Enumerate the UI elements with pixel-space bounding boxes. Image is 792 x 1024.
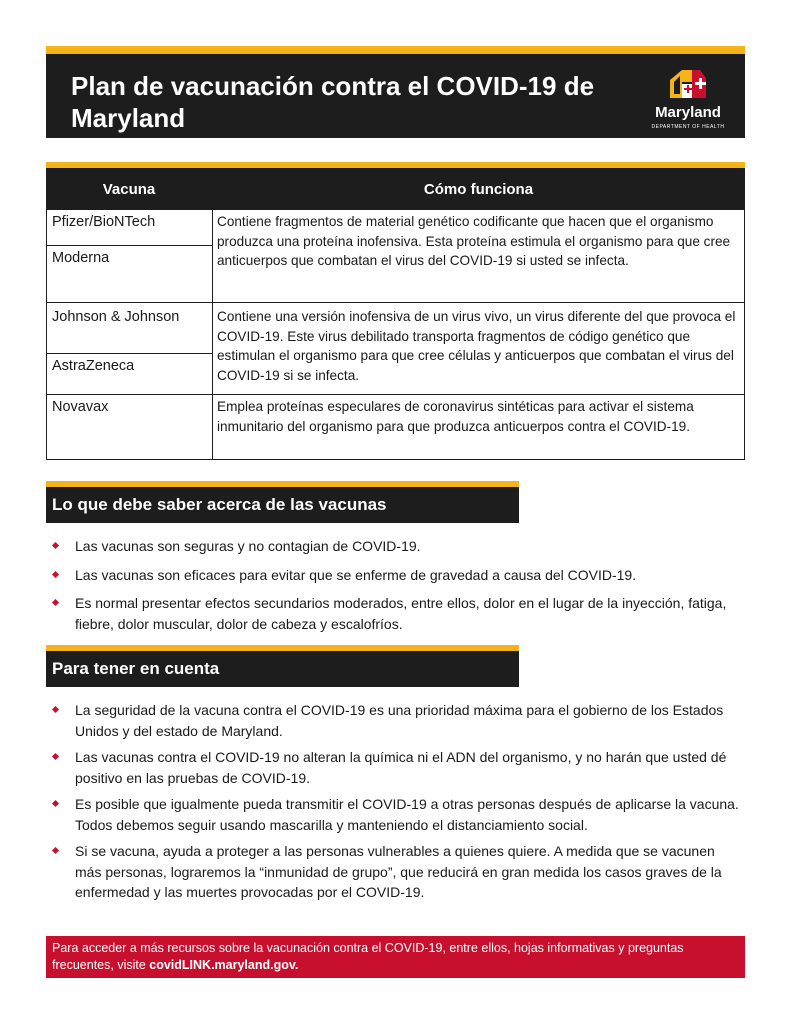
section-heading-vaccines: Lo que debe saber acerca de las vacunas <box>46 481 519 523</box>
diamond-bullet-icon <box>52 570 59 577</box>
vaccine-description: Emplea proteínas especulares de coronavirus sintéticas para activar el sistema inmunitario del organismo para que produzca anticuerpos contra el COVID-19. <box>217 399 694 434</box>
diamond-bullet-icon <box>52 599 59 606</box>
vaccine-description: Contiene una versión inofensiva de un virus vivo, un virus diferente del que provoca el COVID-19. Este virus debilitado transporta fragmentos de código genético que estimulan el organismo para que cree células y anticuerpos que combatan el virus del COVID-19 si se infecta. <box>217 309 736 383</box>
vaccine-name: Pfizer/BioNTech <box>52 214 156 230</box>
vaccine-names-cell <box>47 303 213 394</box>
column-header-how-it-works: Cómo funciona <box>423 180 534 198</box>
header-banner <box>46 46 745 138</box>
vaccine-table <box>46 162 745 460</box>
vaccine-names-cell <box>47 210 213 302</box>
diamond-bullet-icon <box>52 800 59 807</box>
considerations-list <box>50 700 740 903</box>
table-header <box>46 168 745 210</box>
vaccines-facts-list <box>50 536 740 634</box>
list-item: Las vacunas son seguras y no contagian de COVID-19. <box>50 536 740 557</box>
list-item: Es normal presentar efectos secundarios moderados, entre ellos, dolor en el lugar de la inyección, fatiga, fiebre, dolor muscular, dolor de cabeza y escalofríos. <box>50 593 740 634</box>
logo-wordmark: Maryland <box>655 104 721 121</box>
vaccine-description: Contiene fragmentos de material genético codificante que hacen que el organismo produzca una proteína inofensiva. Esta proteína estimula el organismo para que cree anticuerpos que combatan el virus del COVID-19 si usted se infecta. <box>217 214 731 268</box>
column-header-vaccine: Vacuna <box>102 180 156 198</box>
page-title: Plan de vacunación contra el COVID-19 de Maryland <box>71 71 595 133</box>
logo-subtitle: DEPARTMENT OF HEALTH <box>651 124 725 130</box>
diamond-bullet-icon <box>52 706 59 713</box>
list-item: Es posible que igualmente pueda transmitir el COVID-19 a otras personas después de aplicarse la vacuna. Todos debemos seguir usando mascarilla y manteniendo el distanciamiento social. <box>50 794 740 835</box>
maryland-flag-icon <box>666 68 710 102</box>
table-row <box>46 303 745 395</box>
table-row <box>46 210 745 303</box>
footer-banner <box>46 936 745 978</box>
footer-link[interactable]: covidLINK.maryland.gov. <box>149 958 299 972</box>
vaccine-name: Novavax <box>52 399 109 415</box>
footer-text: Para acceder a más recursos sobre la vacunación contra el COVID-19, entre ellos, hojas informativas y preguntas frecuentes, visite <box>52 941 684 972</box>
vaccine-name: Moderna <box>47 245 212 301</box>
diamond-bullet-icon <box>52 542 59 549</box>
vaccine-name: Johnson & Johnson <box>52 309 180 325</box>
diamond-bullet-icon <box>52 753 59 760</box>
table-row <box>46 395 745 460</box>
maryland-logo <box>646 68 730 134</box>
list-item: Las vacunas son eficaces para evitar que se enferme de gravedad a causa del COVID-19. <box>50 565 740 586</box>
diamond-bullet-icon <box>52 847 59 854</box>
vaccine-name: AstraZeneca <box>47 353 212 393</box>
section-heading-considerations: Para tener en cuenta <box>46 645 519 687</box>
vaccine-names-cell <box>47 395 213 459</box>
list-item: Las vacunas contra el COVID-19 no alteran la química ni el ADN del organismo, y no harán que usted dé positivo en las pruebas de COVID-19. <box>50 747 740 788</box>
list-item: Si se vacuna, ayuda a proteger a las personas vulnerables a quienes quiere. A medida que se vacunen más personas, lograremos la “inmunidad de grupo”, que reducirá en gran medida los casos graves de la enfermedad y las muertes provocadas por el COVID-19. <box>50 841 740 903</box>
list-item: La seguridad de la vacuna contra el COVID-19 es una prioridad máxima para el gobierno de los Estados Unidos y del estado de Maryland. <box>50 700 740 741</box>
